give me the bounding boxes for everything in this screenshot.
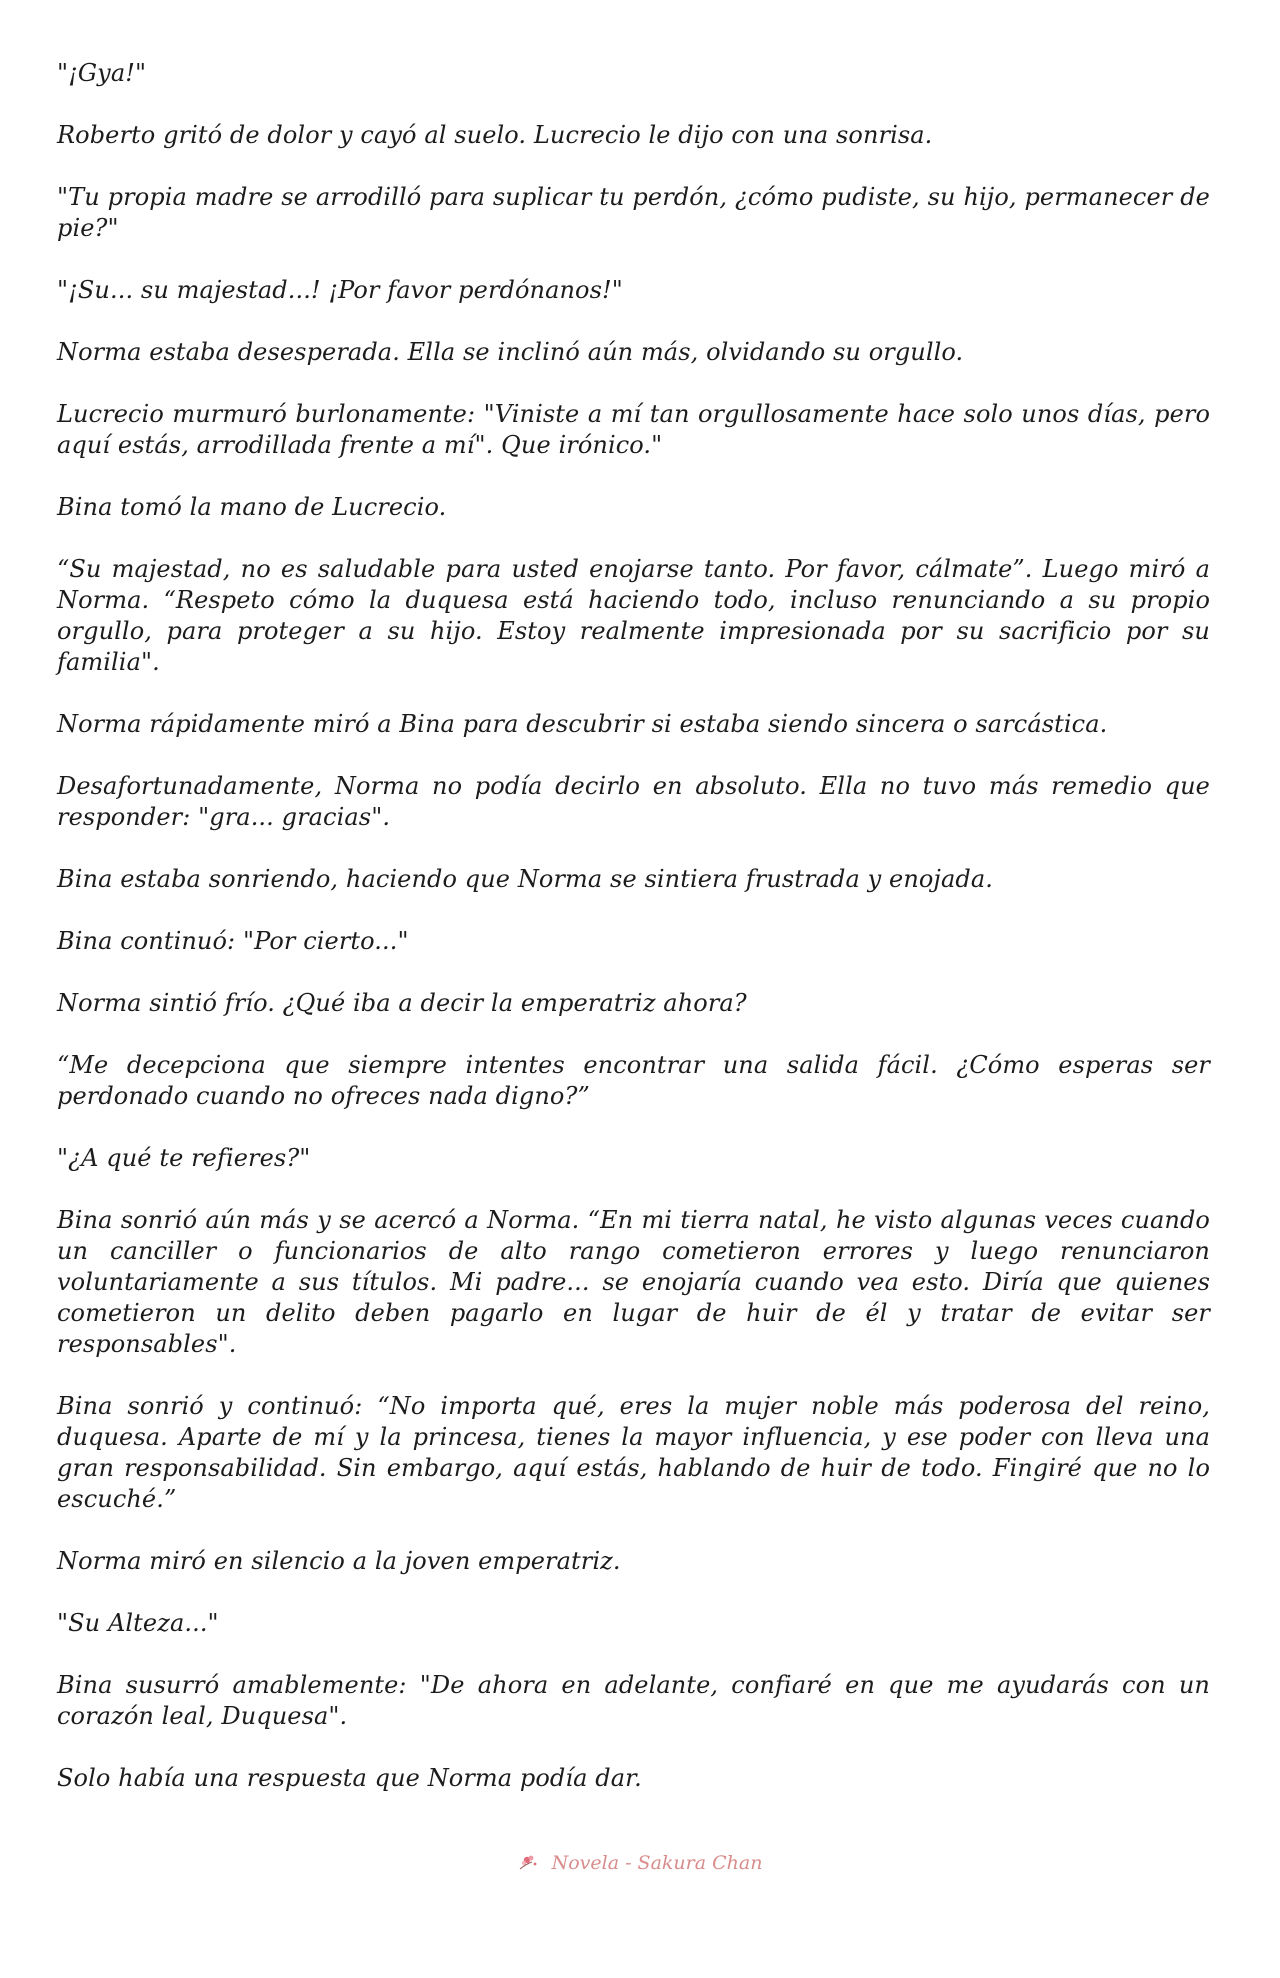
paragraph-15: "¿A qué te refieres?" bbox=[57, 1144, 311, 1172]
paragraph-21: Solo había una respuesta que Norma podía dar. bbox=[57, 1764, 642, 1792]
paragraph-3: "Tu propia madre se arrodilló para suplicar tu perdón, ¿cómo pudiste, su hijo, permanecer de pie?" bbox=[57, 183, 1210, 242]
paragraph-1: "¡Gya!" bbox=[57, 59, 147, 87]
paragraph-14: “Me decepciona que siempre intentes encontrar una salida fácil. ¿Cómo esperas ser perdonado cuando no ofreces nada digno?” bbox=[57, 1051, 1210, 1110]
paragraph-10: Desafortunadamente, Norma no podía decirlo en absoluto. Ella no tuvo más remedio que responder: "gra... gracias". bbox=[57, 772, 1210, 831]
paragraph-2: Roberto gritó de dolor y cayó al suelo. Lucrecio le dijo con una sonrisa. bbox=[57, 121, 933, 149]
paragraph-6: Lucrecio murmuró burlonamente: "Viniste a mí tan orgullosamente hace solo unos días, pero aquí estás, arrodillada frente a mí". Que irónico." bbox=[57, 400, 1210, 459]
paragraph-20: Bina susurró amablemente: "De ahora en adelante, confiaré en que me ayudarás con un corazón leal, Duquesa". bbox=[57, 1671, 1210, 1730]
paragraph-17: Bina sonrió y continuó: “No importa qué, eres la mujer noble más poderosa del reino, duquesa. Aparte de mí y la princesa, tienes la mayor influencia, y ese poder con lleva una gran responsabilidad. Sin embargo, aquí estás, hablando de huir de todo. Fingiré que no lo escuché.” bbox=[57, 1392, 1210, 1513]
document-body bbox=[57, 58, 1210, 1825]
footer-watermark bbox=[0, 1852, 1280, 1874]
paragraph-19: "Su Alteza..." bbox=[57, 1609, 219, 1637]
paragraph-18: Norma miró en silencio a la joven emperatriz. bbox=[57, 1547, 621, 1575]
paragraph-8: “Su majestad, no es saludable para usted enojarse tanto. Por favor, cálmate”. Luego miró a Norma. “Respeto cómo la duquesa está haciendo todo, incluso renunciando a su propio orgullo, para proteger a su hijo. Estoy realmente impresionada por su sacrificio por su familia". bbox=[57, 555, 1210, 676]
paragraph-5: Norma estaba desesperada. Ella se inclinó aún más, olvidando su orgullo. bbox=[57, 338, 964, 366]
paragraph-11: Bina estaba sonriendo, haciendo que Norma se sintiera frustrada y enojada. bbox=[57, 865, 993, 893]
paragraph-13: Norma sintió frío. ¿Qué iba a decir la emperatriz ahora? bbox=[57, 989, 747, 1017]
paragraph-7: Bina tomó la mano de Lucrecio. bbox=[57, 493, 447, 521]
paragraph-16: Bina sonrió aún más y se acercó a Norma. “En mi tierra natal, he visto algunas veces cuando un canciller o funcionarios de alto rango cometieron errores y luego renunciaron voluntariamente a sus títulos. Mi padre... se enojaría cuando vea esto. Diría que quienes cometieron un delito deben pagarlo en lugar de huir de él y tratar de evitar ser responsables". bbox=[57, 1206, 1210, 1358]
sakura-flower-icon bbox=[518, 1853, 540, 1871]
footer-text: Novela - Sakura Chan bbox=[551, 1852, 763, 1874]
paragraph-4: "¡Su... su majestad...! ¡Por favor perdónanos!" bbox=[57, 276, 623, 304]
paragraph-12: Bina continuó: "Por cierto..." bbox=[57, 927, 409, 955]
paragraph-9: Norma rápidamente miró a Bina para descubrir si estaba siendo sincera o sarcástica. bbox=[57, 710, 1108, 738]
